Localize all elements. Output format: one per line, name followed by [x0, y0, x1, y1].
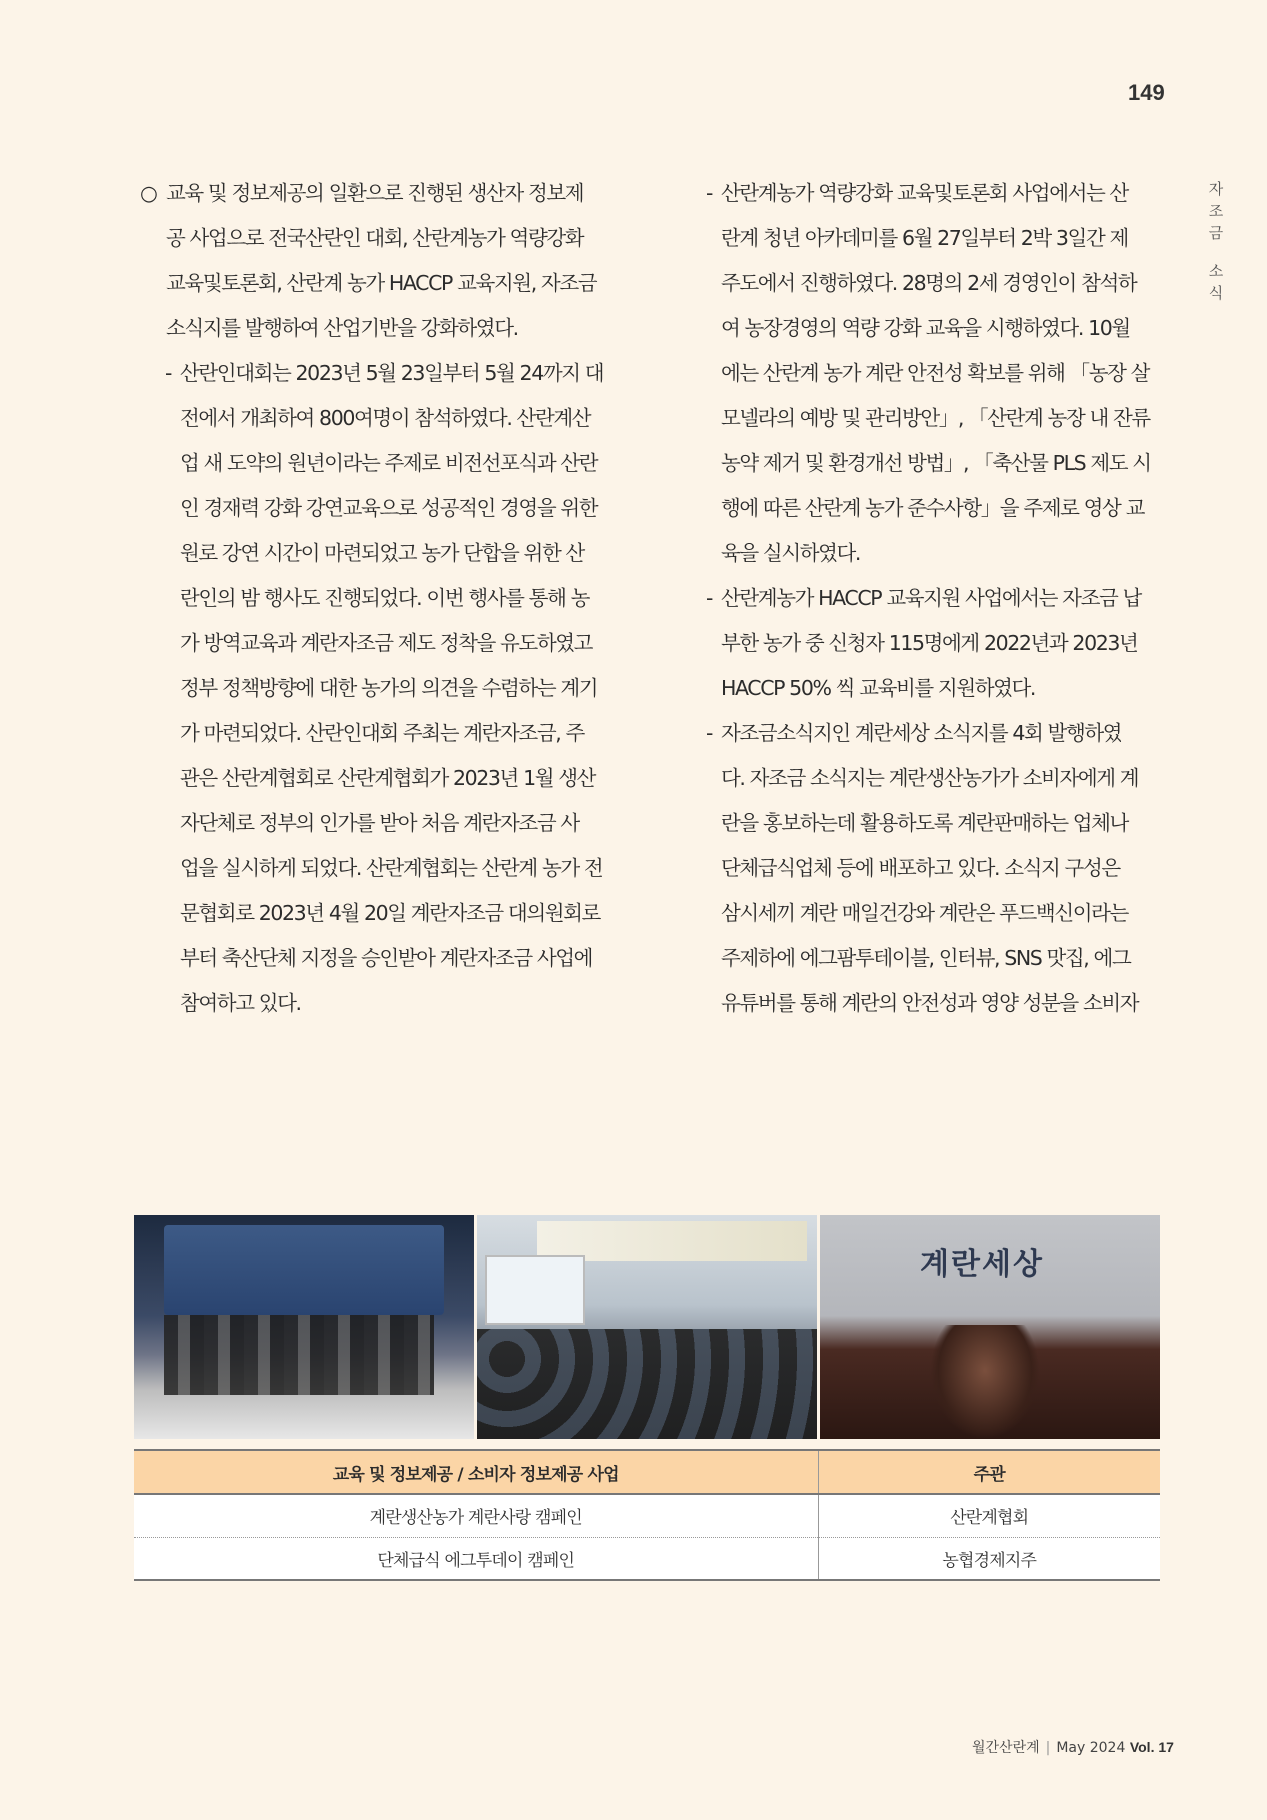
paragraph-line: - 산란계농가 역량강화 교육및토론회 사업에서는 산: [706, 171, 1160, 216]
paragraph-line: 교육및토론회, 산란계 농가 HACCP 교육지원, 자조금: [166, 271, 597, 295]
page-footer: 월간산란계 | May 2024 Vol. 17: [972, 1739, 1174, 1756]
photo-academy: [477, 1215, 817, 1439]
table-row: [134, 1537, 1160, 1580]
table-cell-program: 단체급식 에그투데이 캠페인: [134, 1537, 818, 1580]
paragraph-line: 모넬라의 예방 및 관리방안」, 「산란계 농장 내 잔류: [721, 406, 1150, 430]
right-text-column: [706, 171, 1160, 1026]
paragraph-line: 소식지를 발행하여 산업기반을 강화하였다.: [166, 316, 518, 340]
paragraph-line: 관은 산란계협회로 산란계협회가 2023년 1월 생산: [180, 766, 596, 790]
program-table: [134, 1449, 1160, 1581]
paragraph-line: 업을 실시하게 되었다. 산란계협회는 산란계 농가 전: [180, 856, 603, 880]
paragraph-line: 란을 홍보하는데 활용하도록 계란판매하는 업체나: [721, 811, 1128, 835]
paragraph-line: 행에 따른 산란계 농가 준수사항」을 주제로 영상 교: [721, 496, 1144, 520]
paragraph-line: - 산란인대회는 2023년 5월 23일부터 5월 24까지 대: [140, 351, 620, 396]
table-header-organizer: 주관: [818, 1450, 1160, 1494]
paragraph-line: 정부 정책방향에 대한 농가의 의견을 수렴하는 계기: [180, 676, 598, 700]
paragraph-line: 원로 강연 시간이 마련되었고 농가 단합을 위한 산: [180, 541, 584, 565]
paragraph-line: 참여하고 있다.: [180, 991, 301, 1015]
paragraph-line: 가 방역교육과 계란자조금 제도 정착을 유도하였고: [180, 631, 593, 655]
paragraph-line: 란계 청년 아카데미를 6월 27일부터 2박 3일간 제: [721, 226, 1128, 250]
paragraph-line: 공 사업으로 전국산란인 대회, 산란계농가 역량강화: [166, 226, 584, 250]
table-cell-organizer: 농협경제지주: [818, 1537, 1160, 1580]
paragraph-line: 자단체로 정부의 인가를 받아 처음 계란자조금 사: [180, 811, 579, 835]
table-cell-organizer: 산란계협회: [818, 1494, 1160, 1537]
paragraph-line: 육을 실시하였다.: [721, 541, 861, 565]
photo-newsletter-cover: [820, 1215, 1160, 1439]
dash-marker: -: [165, 361, 171, 385]
left-text-column: [140, 171, 620, 1026]
paragraph-line: 유튜버를 통해 계란의 안전성과 영양 성분을 소비자: [721, 991, 1139, 1015]
paragraph-line: 부한 농가 중 신청자 115명에게 2022년과 2023년: [721, 631, 1138, 655]
table-header-program: 교육 및 정보제공 / 소비자 정보제공 사업: [134, 1450, 818, 1494]
paragraph-line: 업 새 도약의 원년이라는 주제로 비전선포식과 산란: [180, 451, 598, 475]
paragraph-line: 여 농장경영의 역량 강화 교육을 시행하였다. 10월: [721, 316, 1130, 340]
photo-strip: [134, 1215, 1160, 1439]
paragraph-line: 가 마련되었다. 산란인대회 주최는 계란자조금, 주: [180, 721, 584, 745]
table-row: [134, 1494, 1160, 1537]
page-number: 149: [1128, 80, 1165, 105]
paragraph-line: HACCP 50% 씩 교육비를 지원하였다.: [721, 676, 1036, 700]
table-cell-program: 계란생산농가 계란사랑 캠페인: [134, 1494, 818, 1537]
paragraph-line: - 산란계농가 HACCP 교육지원 사업에서는 자조금 납: [706, 576, 1160, 621]
paragraph-line: 전에서 개최하여 800여명이 참석하였다. 산란계산: [180, 406, 591, 430]
paragraph-line: 주도에서 진행하였다. 28명의 2세 경영인이 참석하: [721, 271, 1137, 295]
dash-marker: -: [706, 181, 712, 205]
paragraph-line: 부터 축산단체 지정을 승인받아 계란자조금 사업에: [180, 946, 593, 970]
paragraph-line: 삼시세끼 계란 매일건강와 계란은 푸드백신이라는: [721, 901, 1128, 925]
paragraph-line: 농약 제거 및 환경개선 방법」, 「축산물 PLS 제도 시: [721, 451, 1151, 475]
footer-volume: Vol. 17: [1129, 1739, 1174, 1755]
footer-issue: May 2024: [1056, 1740, 1126, 1756]
paragraph-line: 인 경재력 강화 강연교육으로 성공적인 경영을 위한: [180, 496, 598, 520]
side-tab-char: 식: [1208, 284, 1224, 302]
side-tab-char: 금: [1208, 224, 1224, 242]
paragraph-line: 문협회로 2023년 4월 20일 계란자조금 대의원회로: [180, 901, 600, 925]
photo-conference: [134, 1215, 474, 1439]
footer-magazine-name: 월간산란계: [972, 1740, 1040, 1756]
paragraph-line: 주제하에 에그팜투테이블, 인터뷰, SNS 맛집, 에그: [721, 946, 1131, 970]
section-side-tab: [1203, 178, 1229, 304]
dash-marker: -: [706, 721, 712, 745]
dash-marker: -: [706, 586, 712, 610]
paragraph-line: - 자조금소식지인 계란세상 소식지를 4회 발행하였: [706, 711, 1160, 756]
newsletter-cover-title: 계란세상: [920, 1247, 1044, 1282]
paragraph-line: 다. 자조금 소식지는 계란생산농가가 소비자에게 계: [721, 766, 1139, 790]
paragraph-line: 란인의 밤 행사도 진행되었다. 이번 행사를 통해 농: [180, 586, 589, 610]
paragraph-line: 에는 산란계 농가 계란 안전성 확보를 위해 「농장 살: [721, 361, 1150, 385]
side-tab-char: 자: [1208, 180, 1224, 198]
paragraph-line: ○ 교육 및 정보제공의 일환으로 진행된 생산자 정보제: [140, 171, 620, 216]
paragraph-line: 단체급식업체 등에 배포하고 있다. 소식지 구성은: [721, 856, 1120, 880]
table-header-row: [134, 1450, 1160, 1494]
bullet-marker: ○: [140, 181, 157, 205]
side-tab-char: 소: [1208, 262, 1224, 280]
side-tab-char: 조: [1208, 202, 1224, 220]
